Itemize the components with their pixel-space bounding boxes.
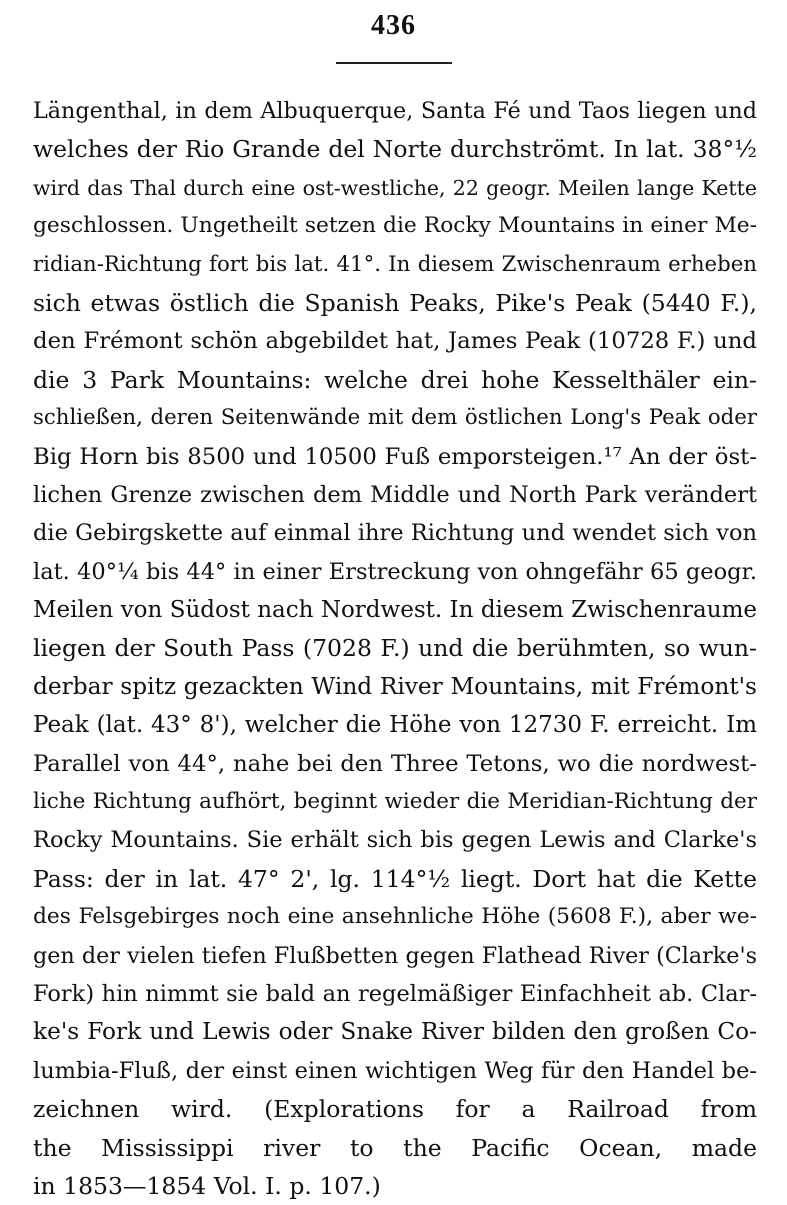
text-line-7: den Frémont schön abgebildet hat, James Peak (10728 F.) und xyxy=(33,328,757,355)
body-text xyxy=(33,92,757,1205)
text-line-6: sich etwas östlich die Spanish Peaks, Pike's Peak (5440 F.), xyxy=(33,288,757,317)
text-line-17: Peak (lat. 43° 8'), welcher die Höhe von 12730 F. erreicht. Im xyxy=(33,712,757,739)
text-line-22: des Felsgebirges noch eine ansehnliche Höhe (5608 F.), aber we- xyxy=(33,904,757,930)
text-line-9: schließen, deren Seitenwände mit dem östlichen Long's Peak oder xyxy=(33,405,757,431)
text-line-5: ridian-Richtung fort bis lat. 41°. In diesem Zwischenraum erheben xyxy=(33,251,757,277)
text-line-28: the Mississippi river to the Pacific Ocean, made xyxy=(33,1133,757,1162)
text-line-15: liegen der South Pass (7028 F.) und die berühmten, so wun- xyxy=(33,634,757,663)
page-number: 436 xyxy=(371,10,416,41)
text-line-29: in 1853—1854 Vol. I. p. 107.) xyxy=(33,1171,381,1200)
header-rule xyxy=(336,62,452,64)
text-line-4: geschlossen. Ungetheilt setzen die Rocky Mountains in einer Me- xyxy=(33,213,757,239)
text-line-12: die Gebirgskette auf einmal ihre Richtung und wendet sich von xyxy=(33,520,757,547)
text-line-3: wird das Thal durch eine ost-westliche, 22 geogr. Meilen lange Kette xyxy=(33,175,757,200)
text-line-24: Fork) hin nimmt sie bald an regelmäßiger Einfachheit ab. Clar- xyxy=(33,980,757,1007)
text-line-10: Big Horn bis 8500 und 10500 Fuß emporsteigen.¹⁷ An der öst- xyxy=(33,443,757,470)
text-line-14: Meilen von Südost nach Nordwest. In diesem Zwischenraume xyxy=(33,597,757,624)
text-line-23: gen der vielen tiefen Flußbetten gegen Flathead River (Clarke's xyxy=(33,942,757,969)
text-line-16: derbar spitz gezackten Wind River Mountains, mit Frémont's xyxy=(33,672,757,700)
text-line-25: ke's Fork und Lewis oder Snake River bilden den großen Co- xyxy=(33,1018,757,1046)
text-line-1: Längenthal, in dem Albuquerque, Santa Fé und Taos liegen und xyxy=(33,98,757,124)
text-line-13: lat. 40°¼ bis 44° in einer Erstreckung von ohngefähr 65 geogr. xyxy=(33,558,757,585)
text-line-27: zeichnen wird. (Explorations for a Railroad from xyxy=(33,1095,757,1124)
text-line-19: liche Richtung aufhört, beginnt wieder die Meridian-Richtung der xyxy=(33,789,757,815)
text-line-8: die 3 Park Mountains: welche drei hohe Kesselthäler ein- xyxy=(33,365,757,394)
text-line-20: Rocky Mountains. Sie erhält sich bis gegen Lewis and Clarke's xyxy=(33,827,757,854)
text-line-26: lumbia-Fluß, der einst einen wichtigen Weg für den Handel be- xyxy=(33,1057,757,1084)
text-line-2: welches der Rio Grande del Norte durchströmt. In lat. 38°½ xyxy=(33,135,757,164)
text-line-18: Parallel von 44°, nahe bei den Three Tetons, wo die nordwest- xyxy=(33,750,757,777)
text-line-11: lichen Grenze zwischen dem Middle und North Park verändert xyxy=(33,481,757,508)
text-line-21: Pass: der in lat. 47° 2', lg. 114°½ liegt. Dort hat die Kette xyxy=(33,864,757,893)
